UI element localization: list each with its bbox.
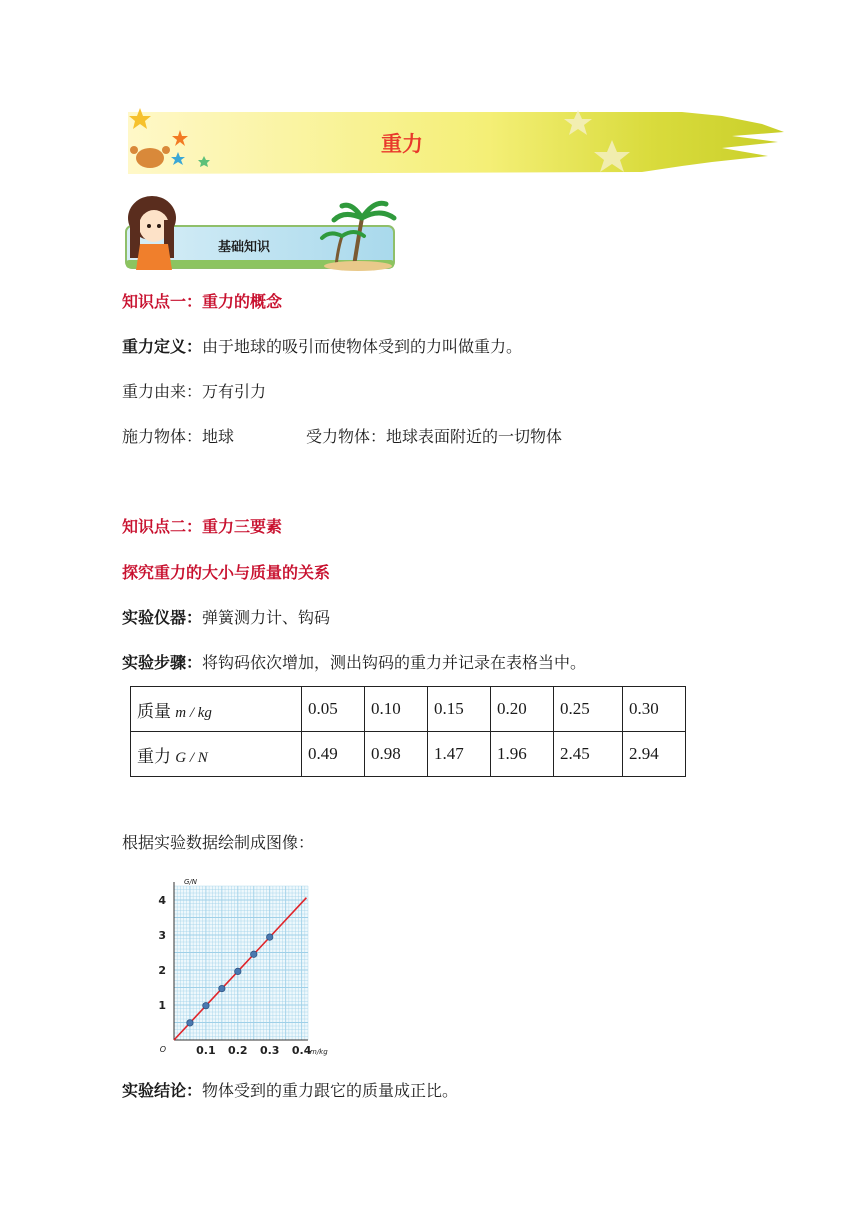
explore-heading: 探究重力的大小与质量的关系	[122, 563, 331, 582]
gravity-origin: 重力由来：万有引力	[122, 382, 267, 401]
conclusion	[122, 1081, 458, 1101]
conclusion-label: 实验结论：	[122, 1081, 203, 1100]
data-point	[203, 1003, 209, 1009]
table-row	[131, 732, 686, 777]
x-tick-label: 0.1	[196, 1044, 216, 1057]
y-axis-label: G/N	[184, 878, 198, 886]
origin-label: O	[159, 1045, 166, 1054]
data-point	[187, 1020, 193, 1026]
steps-text: 将钩码依次增加，测出钩码的重力并记录在表格当中。	[202, 653, 587, 672]
instruments-label: 实验仪器：	[122, 608, 203, 627]
table-cell: 0.15	[428, 687, 491, 732]
table-cell: 1.96	[491, 732, 554, 777]
definition-label: 重力定义：	[122, 337, 203, 356]
section-label: 基础知识	[218, 240, 271, 255]
gravity-definition	[122, 337, 522, 357]
data-point	[251, 951, 257, 957]
data-point	[235, 968, 241, 974]
y-tick-label: 1	[158, 999, 166, 1012]
table-cell: 0.98	[365, 732, 428, 777]
receiver-object: 受力物体：地球表面附近的一切物体	[306, 427, 563, 446]
steps-label: 实验步骤：	[122, 653, 203, 672]
x-tick-label: 0.3	[259, 1044, 280, 1057]
x-axis-label: m/kg	[310, 1048, 328, 1056]
table-header-cell: 重力 G / N	[131, 732, 302, 777]
instruments	[122, 608, 330, 628]
table-cell: 0.20	[491, 687, 554, 732]
table-cell: 0.10	[365, 687, 428, 732]
section-header-art	[122, 196, 400, 272]
page-title: 重力	[381, 132, 423, 156]
applier-object: 施力物体：地球	[122, 427, 235, 446]
graph-caption: 根据实验数据绘制成图像：	[122, 833, 315, 852]
kp2-heading: 知识点二：重力三要素	[122, 517, 283, 536]
table-cell: 2.94	[623, 732, 686, 777]
x-tick-label: 0.4	[291, 1044, 312, 1057]
table-header-cell: 质量 m / kg	[131, 687, 302, 732]
section-header	[122, 196, 400, 272]
y-tick-label: 3	[158, 929, 166, 942]
data-table	[130, 686, 686, 777]
table-cell: 0.49	[302, 732, 365, 777]
instruments-text: 弹簧测力计、钩码	[202, 608, 331, 627]
definition-text: 由于地球的吸引而使物体受到的力叫做重力。	[202, 337, 523, 356]
steps	[122, 653, 586, 673]
conclusion-text: 物体受到的重力跟它的质量成正比。	[202, 1081, 459, 1100]
table-cell: 0.30	[623, 687, 686, 732]
y-tick-label: 4	[158, 894, 166, 907]
table-row	[131, 687, 686, 732]
title-banner	[122, 106, 788, 180]
kp1-heading: 知识点一：重力的概念	[122, 292, 283, 311]
table-cell: 1.47	[428, 732, 491, 777]
data-point	[267, 934, 273, 940]
y-tick-label: 2	[158, 964, 166, 977]
chart-svg	[152, 868, 342, 1060]
gravity-mass-chart	[152, 868, 342, 1064]
table-cell: 0.25	[554, 687, 623, 732]
data-point	[219, 985, 225, 991]
table-cell: 0.05	[302, 687, 365, 732]
table-cell: 2.45	[554, 732, 623, 777]
x-tick-label: 0.2	[228, 1044, 248, 1057]
